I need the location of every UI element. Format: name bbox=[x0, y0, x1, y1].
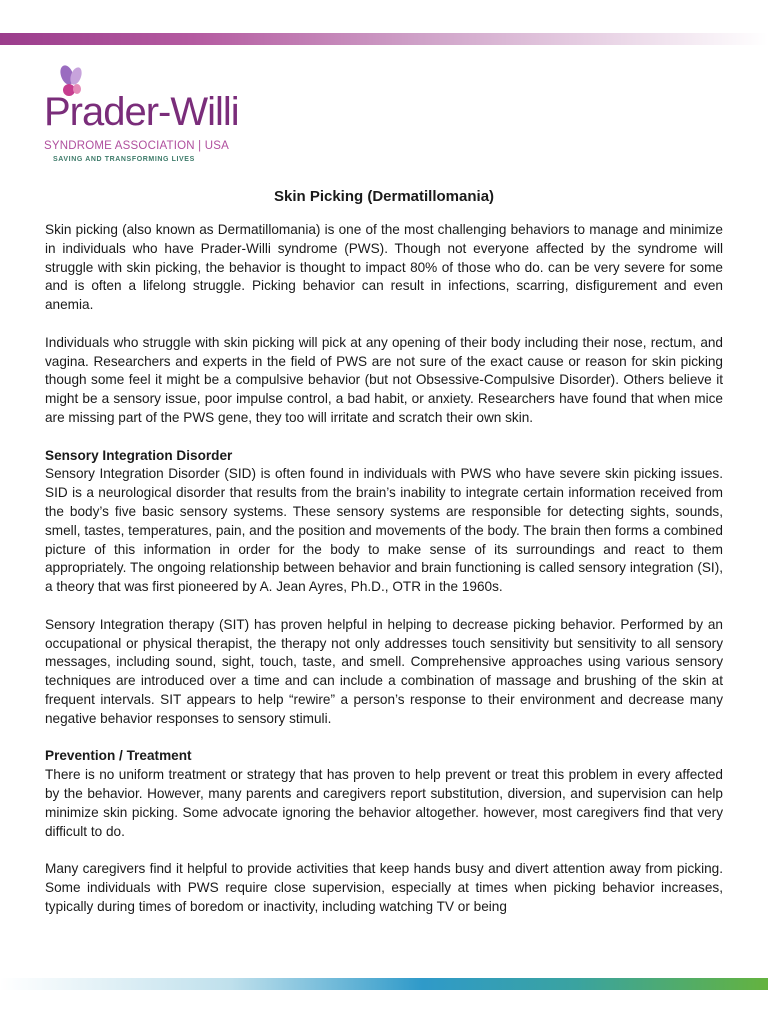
document-body bbox=[45, 221, 723, 935]
body-paragraph: Sensory Integration Disorder (SID) is often found in individuals with PWS who have severe skin picking issues. SID is a neurological disorder that results from the brain’s inability to integrate certain information received from the body’s five basic sensory systems. These sensory systems are responsible for detecting sights, sounds, smell, tastes, temperatures, pain, and the position and movements of the body. The brain then forms a combined picture of this information in order for the body to make sense of its surroundings and react to them appropriately. The ongoing relationship between behavior and brain functioning is called sensory integration (SI), a theory that was first pioneered by A. Jean Ayres, Ph.D., OTR in the 1960s. bbox=[45, 466, 723, 595]
section-heading-prevention-treatment: Prevention / Treatment bbox=[45, 748, 192, 764]
body-paragraph: Sensory Integration therapy (SIT) has proven helpful in helping to decrease picking behavior. Performed by an occupational or physical therapist, the therapy not only addresses touch sensitivity but sensitivity to all sensory messages, including sound, sight, touch, taste, and smell. Comprehensive approaches using various sensory techniques are introduced over a time and can include a combination of massage and brushing of the skin at frequent intervals. SIT appears to help “rewire” a person’s response to their environment and decrease many negative behavior responses to sensory stimuli. bbox=[45, 616, 723, 726]
section-heading-sensory-integration: Sensory Integration Disorder bbox=[45, 447, 233, 463]
body-paragraph: Many caregivers find it helpful to provide activities that keep hands busy and divert attention away from picking. Some individuals with PWS require close supervision, especially at times when picking behavior increases, typically during times of boredom or inactivity, including watching TV or being bbox=[45, 861, 723, 914]
logo-subtitle: SYNDROME ASSOCIATION | USA bbox=[44, 140, 229, 152]
body-paragraph: There is no uniform treatment or strategy that has proven to help prevent or treat this problem in every affected by the behavior. However, many parents and caregivers report substitution, diversion, and supervision can help minimize skin picking. Some advocate ignoring the behavior altogether. however, most caregivers find that very difficult to do. bbox=[45, 767, 723, 839]
body-paragraph: Skin picking (also known as Dermatillomania) is one of the most challenging behaviors to manage and minimize in individuals who have Prader-Willi syndrome (PWS). Though not everyone affected by the syndrome will struggle with skin picking, the behavior is thought to impact 80% of those who do. can be very severe for some and is often a lifelong struggle. Picking behavior can result in infections, scarring, disfigurement and even anemia. bbox=[45, 222, 723, 313]
top-decorative-stripe bbox=[0, 33, 768, 45]
logo-name: Prader-Willi bbox=[44, 90, 239, 134]
document-title: Skin Picking (Dermatillomania) bbox=[273, 188, 495, 205]
bottom-decorative-stripe bbox=[0, 978, 768, 990]
body-paragraph: Individuals who struggle with skin picking will pick at any opening of their body including their nose, rectum, and vagina. Researchers and experts in the field of PWS are not sure of the exact cause or reason for skin picking though some feel it might be a compulsive behavior (but not Obsessive-Compulsive Disorder). Others believe it might be a sensory issue, poor impulse control, a bad habit, or anxiety. Researchers have found that when mice are missing part of the PWS gene, they too will irritate and scratch their own skin. bbox=[45, 334, 723, 425]
logo-tagline: SAVING AND TRANSFORMING LIVES bbox=[53, 156, 195, 163]
organization-logo bbox=[44, 64, 244, 174]
